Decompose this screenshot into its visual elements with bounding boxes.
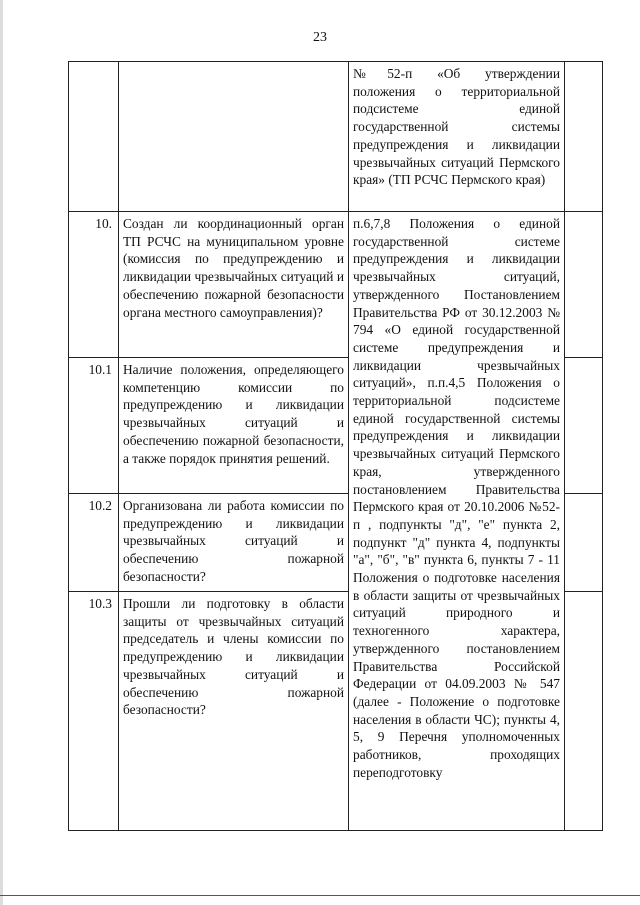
answer-cell <box>565 494 603 592</box>
item-number-cell: 10.3 <box>69 592 119 831</box>
question-cell: Наличие положения, определяющего компетенцию комиссии по предупреждению и ликвидации чрезвычайных ситуаций и обеспечению пожарной безопасности, а также порядок принятия решений. <box>119 358 349 494</box>
requirements-table <box>68 61 603 831</box>
item-number-cell: 10. <box>69 212 119 358</box>
legal-reference-cell: №52-п «Об утверждении положения о территориальной подсистеме единой государственной системы предупреждения и ликвидации чрезвычайных ситуаций Пермского края» (ТП РСЧС Пермского края) <box>349 62 565 212</box>
answer-cell <box>565 212 603 358</box>
page-number: 23 <box>313 30 327 45</box>
legal-reference-cell: п.6,7,8 Положения о единой государственной системе предупреждения и ликвидации чрезвычайных ситуаций, утвержденного Постановлением Правительства РФ от 30.12.2003 № 794 «О единой государственной системе предупреждения и ликвидации чрезвычайных ситуаций», п.п.4,5 Положения о территориальной подсистеме единой государственной системы предупреждения и ликвидации чрезвычайных ситуаций Пермского края, утвержденного постановлением Правительства Пермского края от 20.10.2006 №52-п , подпункты "д", "е" пункта 2, подпункт "д" пункта 4, подпункты "а", "б", "в" пункта 6, пункты 7 - 11 Положения о подготовке населения в области защиты от чрезвычайных ситуаций природного и техногенного характера, утвержденного постановлением Правительства Российской Федерации от 04.09.2003 № 547 (далее - Положение о подготовке населения в области ЧС); пункты 4, 5, 9 Перечня уполномоченных работников, проходящих переподготовку <box>349 212 565 831</box>
table-row <box>69 62 603 212</box>
table-row <box>69 212 603 358</box>
question-cell: Организована ли работа комиссии по предупреждению и ликвидации чрезвычайных ситуаций и обеспечению пожарной безопасности? <box>119 494 349 592</box>
item-number-cell: 10.2 <box>69 494 119 592</box>
answer-cell <box>565 592 603 831</box>
question-cell: Создан ли координационный орган ТП РСЧС на муниципальном уровне (комиссия по предупреждению и ликвидации чрезвычайных ситуаций и обеспечению пожарной безопасности органа местного самоуправления)? <box>119 212 349 358</box>
item-number-cell <box>69 62 119 212</box>
item-number-cell: 10.1 <box>69 358 119 494</box>
answer-cell <box>565 62 603 212</box>
scan-edge <box>0 0 3 905</box>
scan-bottom-edge <box>0 895 640 896</box>
question-cell: Прошли ли подготовку в области защиты от чрезвычайных ситуаций председатель и члены комиссии по предупреждению и ликвидации чрезвычайных ситуаций и обеспечению пожарной безопасности? <box>119 592 349 831</box>
answer-cell <box>565 358 603 494</box>
question-cell <box>119 62 349 212</box>
